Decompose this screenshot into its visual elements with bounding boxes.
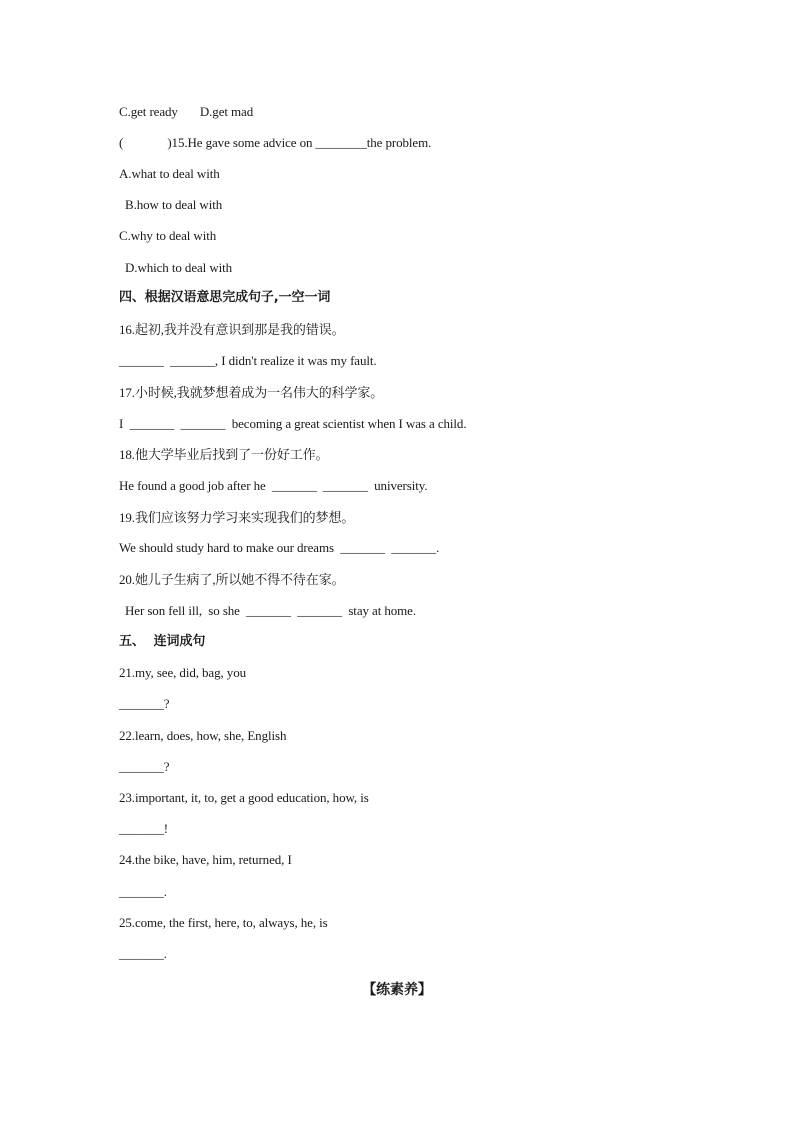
question-24-words: 24.the bike, have, him, returned, I (119, 852, 292, 867)
question-19-english: We should study hard to make our dreams _______ _______. (119, 540, 440, 555)
question-24-answer-blank: _______. (119, 884, 167, 899)
question-17-english: I _______ _______ becoming a great scientist when I was a child. (119, 416, 467, 431)
question-18-chinese: 18.他大学毕业后找到了一份好工作。 (119, 447, 329, 462)
section-4-heading: 四、根据汉语意思完成句子,一空一词 (119, 290, 331, 305)
option-15-b: B.how to deal with (125, 197, 223, 212)
question-25-words: 25.come, the first, here, to, always, he, is (119, 915, 328, 930)
option-15-a: A.what to deal with (119, 166, 220, 181)
question-21-words: 21.my, see, did, bag, you (119, 665, 246, 680)
question-19-chinese: 19.我们应该努力学习来实现我们的梦想。 (119, 510, 355, 525)
option-15-c: C.why to deal with (119, 228, 217, 243)
question-15: ( )15.He gave some advice on ________the problem. (119, 135, 432, 150)
question-20-english: Her son fell ill, so she _______ _______ stay at home. (125, 603, 416, 618)
question-18-english: He found a good job after he _______ _______ university. (119, 478, 428, 493)
question-23-answer-blank: _______! (119, 821, 169, 836)
question-22-words: 22.learn, does, how, she, English (119, 728, 287, 743)
question-20-chinese: 20.她儿子生病了,所以她不得不待在家。 (119, 572, 345, 587)
question-23-words: 23.important, it, to, get a good education, how, is (119, 790, 369, 805)
question-16-chinese: 16.起初,我并没有意识到那是我的错误。 (119, 322, 345, 337)
section-practice-title: 【练素养】 (362, 982, 432, 998)
question-17-chinese: 17.小时候,我就梦想着成为一名伟大的科学家。 (119, 385, 384, 400)
question-25-answer-blank: _______. (119, 946, 167, 961)
question-22-answer-blank: _______? (119, 759, 170, 774)
option-line-14-cd: C.get ready D.get mad (119, 104, 254, 119)
section-5-heading: 五、 连词成句 (119, 634, 206, 649)
question-21-answer-blank: _______? (119, 696, 170, 711)
question-16-english: _______ _______, I didn't realize it was my fault. (119, 353, 377, 368)
option-15-d: D.which to deal with (125, 260, 233, 275)
